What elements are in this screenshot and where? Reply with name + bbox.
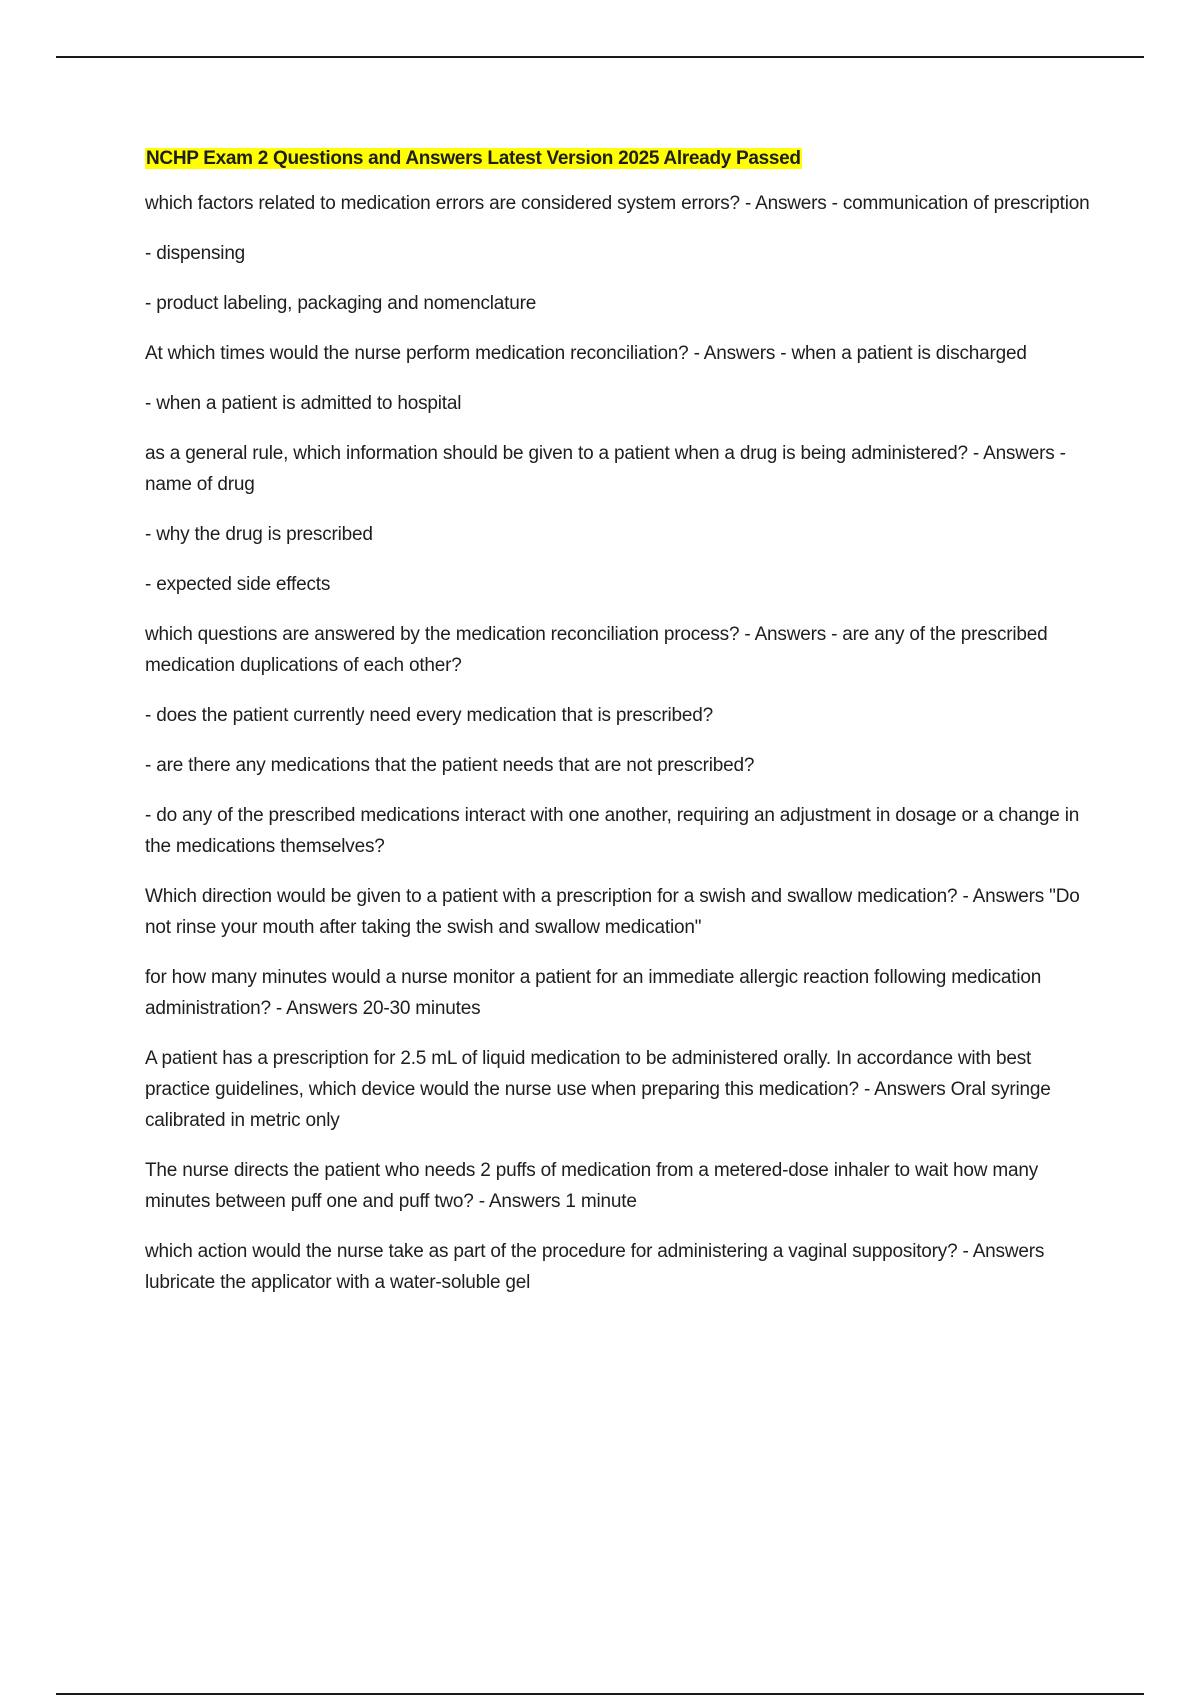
document-title: NCHP Exam 2 Questions and Answers Latest Version 2025 Already Passed [146, 148, 801, 169]
header-rule [56, 56, 1144, 58]
paragraph-q3-item-2: - why the drug is prescribed [145, 524, 373, 545]
paragraph-q8: The nurse directs the patient who needs 2 puffs of medication from a metered-dose inhaler to wait how many minutes between puff one and puff two? - Answers 1 minute [145, 1160, 1039, 1212]
paragraph-q2-item-2: - when a patient is admitted to hospital [145, 393, 462, 414]
paragraph-q1-item-3: - product labeling, packaging and nomenclature [145, 293, 537, 314]
paragraph-q4-item-2: - does the patient currently need every medication that is prescribed? [145, 705, 713, 726]
paragraph-q1-item-2: - dispensing [145, 243, 246, 264]
paragraph-q7: A patient has a prescription for 2.5 mL of liquid medication to be administered orally. In accordance with best practice guidelines, which device would the nurse use when preparing this medication? - Answers Oral syringe calibrated in metric only [145, 1048, 1051, 1131]
paragraph-q3: as a general rule, which information should be given to a patient when a drug is being administered? - Answers - name of drug [145, 443, 1066, 495]
paragraph-q1: which factors related to medication errors are considered system errors? - Answers - communication of prescription [145, 193, 1090, 214]
paragraph-q9: which action would the nurse take as part of the procedure for administering a vaginal suppository? - Answers lubricate the applicator with a water-soluble gel [145, 1241, 1045, 1293]
paragraph-q5: Which direction would be given to a patient with a prescription for a swish and swallow medication? - Answers "Do not rinse your mouth after taking the swish and swallow medication" [145, 886, 1080, 938]
paragraph-q4-item-4: - do any of the prescribed medications interact with one another, requiring an adjustment in dosage or a change in the medications themselves? [145, 805, 1080, 857]
document-body [145, 145, 1095, 1317]
paragraph-q4: which questions are answered by the medication reconciliation process? - Answers - are any of the prescribed medication duplications of each other? [145, 624, 1048, 676]
paragraph-q4-item-3: - are there any medications that the patient needs that are not prescribed? [145, 755, 755, 776]
paragraph-q2: At which times would the nurse perform medication reconciliation? - Answers - when a patient is discharged [145, 343, 1027, 364]
document-title-line [145, 145, 1095, 173]
paragraph-q6: for how many minutes would a nurse monitor a patient for an immediate allergic reaction following medication administration? - Answers 20-30 minutes [145, 967, 1042, 1019]
footer-rule [56, 1693, 1144, 1695]
paragraph-q3-item-3: - expected side effects [145, 574, 331, 595]
